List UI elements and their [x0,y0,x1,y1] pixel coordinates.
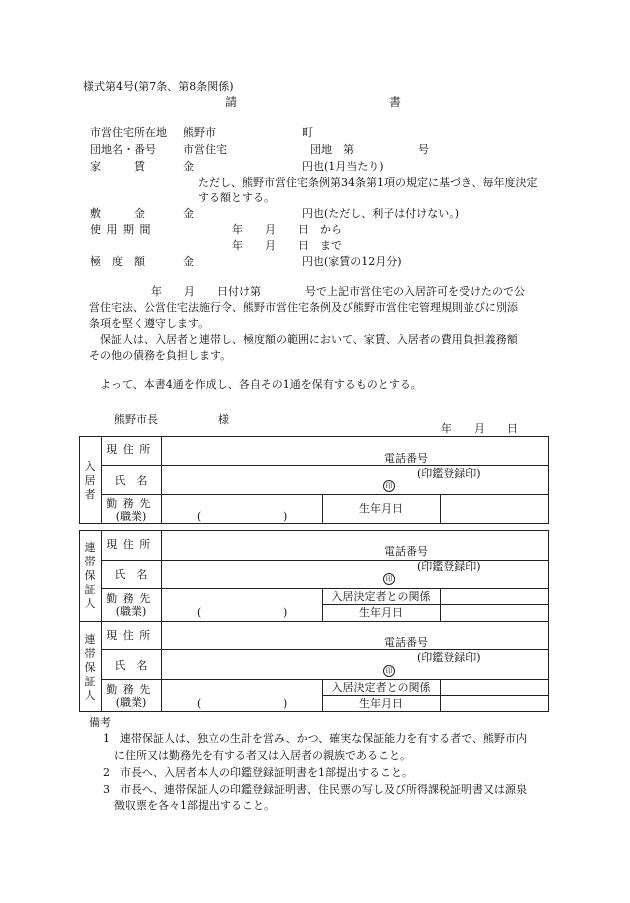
tenant-name-label: 氏 名 [114,474,148,487]
guarantor1-name-label: 氏 名 [114,568,148,581]
tenant-work-label: 勤務先 [106,497,156,510]
note3-number: 3 [103,783,110,796]
guarantor1-group-label: 連帯保証人 [84,541,96,610]
body-p2-line1: 保証人は、入居者と連帯し、極度額の範囲において、家賃、入居者の費用負担義務額 [100,333,518,346]
guarantor2-paren-close: ) [283,697,288,710]
rent-note-line1: ただし、熊野市営住宅条例第34条第1項の規定に基づき、毎年度決定 [198,176,538,189]
note3-line2: 徴収票を各々1部提出すること。 [114,799,275,812]
note1-number: 1 [103,732,110,745]
tenant-paren-open: ( [197,510,202,523]
rent-kin: 金 [183,160,194,173]
deposit-kin: 金 [183,207,194,220]
rent-unit: 円也(1月当たり) [302,160,384,173]
guarantor1-birth-label: 生年月日 [359,606,403,619]
body-p1-line3: 条項を堅く遵守します。 [89,317,210,330]
location-town: 町 [302,126,313,139]
complex-danchi: 団地 第 [310,143,354,156]
guarantor2-work-label: 勤務先 [106,683,156,696]
guarantor2-relation-label: 入居決定者との関係 [331,681,431,694]
guarantor1-occupation-label: (職業) [115,605,147,618]
tenant-seal-note: (印鑑登録印) [417,467,481,480]
deposit-unit: 円也(ただし、利子は付けない。) [302,207,460,220]
body-p1-line1: 年 月 日付け第 号で上記市営住宅の入居許可を受けたので公 [151,285,525,298]
form-number: 様式第4号(第7条、第8条関係) [83,80,234,93]
title-char-2: 書 [389,95,402,109]
tenant-occupation-label: (職業) [115,510,147,523]
period-from: 年 月 日 から [232,223,342,236]
tenant-phone-label: 電話番号 [384,452,428,465]
guarantor2-paren-open: ( [197,697,202,710]
note1-line1: 連帯保証人は、独立の生計を営み、かつ、確実な保証能力を有する者で、熊野市内 [120,732,527,745]
location-city: 熊野市 [183,126,216,139]
guarantor1-paren-close: ) [283,606,288,619]
guarantor2-phone-label: 電話番号 [384,636,428,649]
body-p3: よって、本書4通を作成し、各自その1通を保有するものとする。 [100,378,422,391]
period-label: 使用期間 [90,223,156,236]
guarantor2-address-label: 現住所 [106,629,156,642]
location-label: 市営住宅所在地 [90,126,167,139]
deposit-label: 敷 金 [90,207,145,220]
guarantor2-group-label: 連帯保証人 [84,633,96,702]
addressee: 熊野市長 [114,413,158,426]
tenant-address-label: 現住所 [106,443,156,456]
rent-note-line2: する額とする。 [198,191,275,204]
body-p2-line2: その他の債務を負担します。 [89,349,232,362]
guarantor1-seal-mark: 印 [383,573,395,585]
notes-heading: 備考 [89,716,111,729]
guarantor1-paren-open: ( [197,606,202,619]
guarantor1-address-label: 現住所 [106,538,156,551]
complex-go: 号 [418,143,429,156]
guarantor2-name-label: 氏 名 [114,659,148,672]
addressee-sama: 様 [218,413,229,426]
limit-unit: 円也(家賃の12月分) [302,255,402,268]
note3-line1: 市長へ、連帯保証人の印鑑登録証明書、住民票の写し及び所得課税証明書又は源泉 [120,783,527,796]
guarantor2-seal-mark: 印 [383,665,395,677]
tenant-birth-label: 生年月日 [359,502,403,515]
complex-value: 市営住宅 [183,143,227,156]
complex-label: 団地名・番号 [90,143,156,156]
guarantor2-birth-label: 生年月日 [359,697,403,710]
guarantor1-relation-label: 入居決定者との関係 [331,590,431,603]
guarantor1-work-label: 勤務先 [106,592,156,605]
tenant-seal-mark: 印 [383,480,395,492]
limit-label: 極 度 額 [90,255,145,268]
tenant-paren-close: ) [283,510,288,523]
note2-number: 2 [103,766,110,779]
limit-kin: 金 [183,255,194,268]
guarantor2-seal-note: (印鑑登録印) [417,651,481,664]
period-to: 年 月 日 まで [232,239,342,252]
note1-line2: に住所又は勤務先を有する者又は入居者の親族であること。 [114,749,411,762]
note2-line1: 市長へ、入居者本人の印鑑登録証明書を1部提出すること。 [120,766,413,779]
guarantor2-occupation-label: (職業) [115,696,147,709]
rent-label: 家 賃 [90,160,145,173]
title-char-1: 請 [225,95,238,109]
date-line: 年 月 日 [441,422,518,435]
guarantor1-seal-note: (印鑑登録印) [417,560,481,573]
tenant-group-label: 入居者 [84,460,96,501]
guarantor1-phone-label: 電話番号 [384,545,428,558]
body-p1-line2: 営住宅法、公営住宅法施行令、熊野市営住宅条例及び熊野市営住宅管理規則並びに別添 [89,301,518,314]
